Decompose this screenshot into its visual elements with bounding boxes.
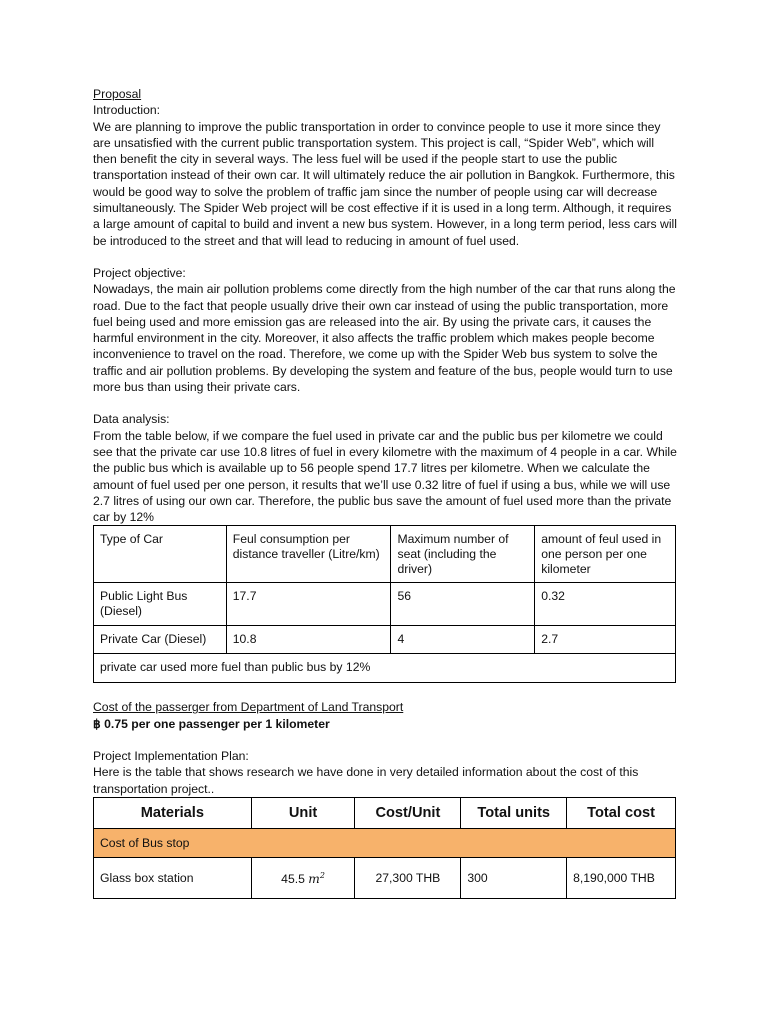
fuel-cell: 4: [391, 626, 535, 654]
fuel-cell: Public Light Bus (Diesel): [94, 583, 227, 626]
fuel-cell: 56: [391, 583, 535, 626]
baht-symbol: ฿: [93, 716, 101, 731]
objective-label: Project objective:: [93, 265, 186, 280]
cost-header-materials: Materials: [94, 797, 252, 828]
fuel-cell: 0.32: [535, 583, 676, 626]
fuel-header-max-seat: Maximum number of seat (including the driver): [391, 526, 535, 583]
implementation-label: Project Implementation Plan:: [93, 749, 249, 764]
fuel-table-header-row: [94, 526, 676, 583]
cost-header-total-units: Total units: [461, 797, 567, 828]
cost-total-cost: 8,190,000 THB: [567, 857, 676, 898]
fuel-cell: 17.7: [226, 583, 391, 626]
cost-unit: [251, 857, 355, 898]
data-analysis-body: From the table below, if we compare the fuel used in private car and the public bus per kilometre we could see that the private car use 10.8 litres of fuel in every kilometre with the maximum of 4 people in a car. While the public bus which is available up to 56 people spend 17.7 litres per kilometre. When we calculate the amount of fuel used per one person, it results that we’ll use 0.32 litre of fuel if using a bus, while we will use 2.7 litres of using our own car. Therefore, the public bus save the amount of fuel used more than the private car by 12%: [93, 428, 677, 525]
table-row: [94, 857, 676, 898]
data-analysis-label: Data analysis:: [93, 412, 170, 427]
fuel-header-consumption: Feul consumption per distance traveller (Litre/km): [226, 526, 391, 583]
cost-section-label: Cost of Bus stop: [94, 828, 676, 857]
unit-symbol: m: [308, 872, 320, 887]
proposal-heading: Proposal: [93, 87, 142, 101]
fuel-header-type: Type of Car: [94, 526, 227, 583]
fuel-table-footer-row: [94, 654, 676, 683]
fuel-table: [93, 525, 676, 683]
fuel-table-footer: private car used more fuel than public bus by 12%: [94, 654, 676, 683]
cost-section-row: [94, 828, 676, 857]
cost-header-cost-unit: Cost/Unit: [355, 797, 461, 828]
passenger-cost-title: Cost of the passerger from Department of Land Transport: [93, 700, 404, 715]
fuel-cell: 2.7: [535, 626, 676, 654]
cost-total-units: 300: [461, 857, 567, 898]
cost-per-unit: 27,300 THB: [355, 857, 461, 898]
passenger-cost-value: 0.75 per one passenger per 1 kilometer: [104, 716, 330, 731]
cost-header-total-cost: Total cost: [567, 797, 676, 828]
implementation-body: Here is the table that shows research we have done in very detailed information about the cost of this transportation project..: [93, 765, 639, 796]
passenger-cost-line: [93, 716, 678, 732]
introduction-body: We are planning to improve the public transportation in order to convince people to use it more since they are unsatisfied with the current public transportation system. This project is call, “Spider Web”, which will then benefit the city in several ways. The less fuel will be used if the people start to use the public transportation instead of their own car. It will ultimately reduce the air pollution in Bangkok. Furthermore, this would be good way to solve the problem of traffic jam since the number of people using car will decrease simultaneously. The Spider Web project will be cost effective if it is used in a long term. Although, it requires a large amount of capital to build and invent a new bus system. However, in a long term period, less cars will be introduced to the street and that will lead to reducing in amount of fuel used.: [93, 119, 677, 248]
cost-material: Glass box station: [94, 857, 252, 898]
introduction-label: Introduction:: [93, 103, 161, 118]
fuel-cell: 10.8: [226, 626, 391, 654]
unit-power: 2: [319, 871, 325, 881]
objective-body: Nowadays, the main air pollution problems come directly from the high number of the car that runs along the road. Due to the fact that people usually drive their own car instead of using the public transportation, more fuel being used and more emission gas are released into the air. By using the private cars, it causes the harmful environment in the city. Moreover, it also affects the traffic problem which makes people become inconvenience to travel on the road. Therefore, we come up with the Spider Web bus system to solve the traffic and air pollution problems. By developing the system and feature of the bus, people would turn to use more bus than using their private cars.: [93, 282, 676, 395]
unit-value: 45.5: [281, 872, 305, 887]
table-row: [94, 626, 676, 654]
fuel-cell: Private Car (Diesel): [94, 626, 227, 654]
cost-table-header-row: [94, 797, 676, 828]
cost-header-unit: Unit: [251, 797, 355, 828]
document-page: [93, 86, 678, 899]
table-row: [94, 583, 676, 626]
cost-table: [93, 797, 676, 899]
fuel-header-per-person: amount of feul used in one person per one kilometer: [535, 526, 676, 583]
